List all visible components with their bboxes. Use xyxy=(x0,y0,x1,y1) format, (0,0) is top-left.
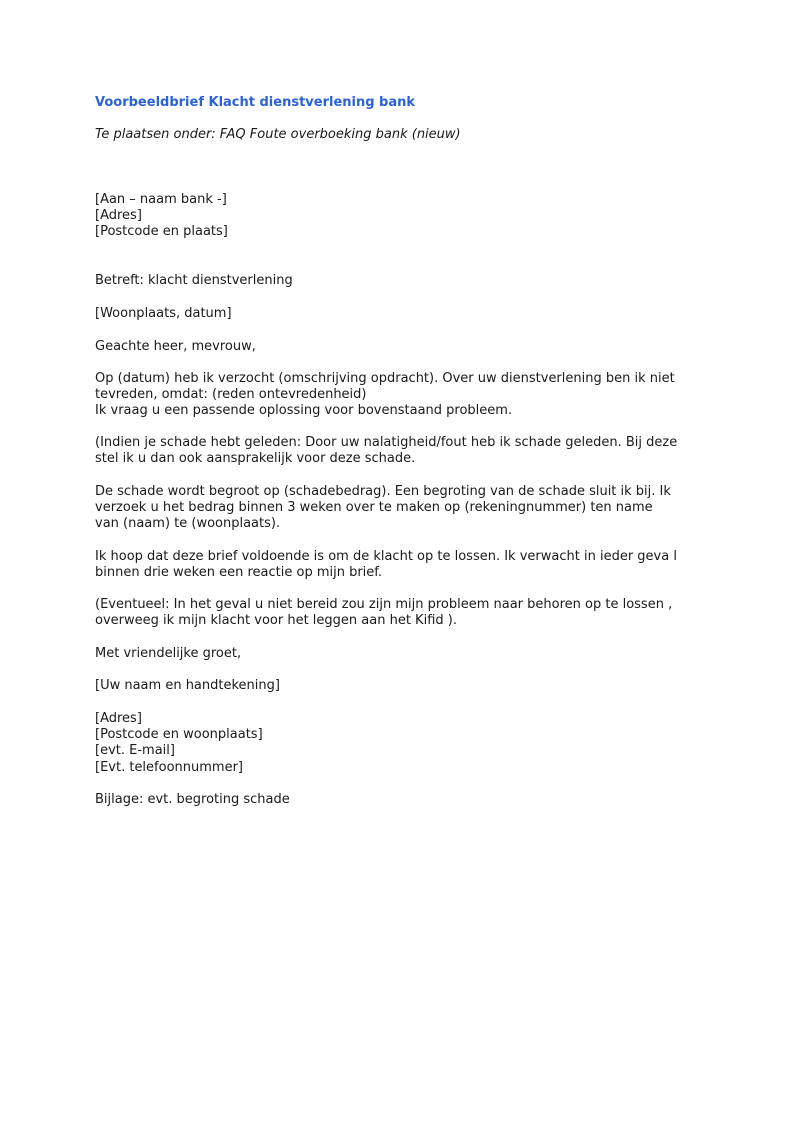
address-line: [Postcode en plaats] xyxy=(95,224,228,240)
paragraph-line: van (naam) te (woonplaats). xyxy=(95,516,281,532)
recipient-address xyxy=(95,192,705,241)
place-date xyxy=(95,306,705,322)
attachment-text: Bijlage: evt. begroting schade xyxy=(95,792,290,807)
sender-line: [Adres] xyxy=(95,711,142,726)
document-subtitle: Te plaatsen onder: FAQ Foute overboeking bank (nieuw) xyxy=(95,127,461,142)
paragraph-line: overweeg ik mijn klacht voor het leggen aan het Kifid ). xyxy=(95,613,457,629)
place-date-text: [Woonplaats, datum] xyxy=(95,306,232,321)
paragraph-line: (Eventueel: In het geval u niet bereid zou zijn mijn probleem naar behoren op te lossen , xyxy=(95,597,673,612)
paragraph-line: Op (datum) heb ik verzocht (omschrijving opdracht). Over uw dienstverlening ben ik niet xyxy=(95,371,675,386)
sender-line: [Evt. telefoonnummer] xyxy=(95,759,243,775)
subject-text: Betreft: klacht dienstverlening xyxy=(95,273,293,288)
paragraph-estimate xyxy=(95,484,705,533)
address-line: [Aan – naam bank -] xyxy=(95,192,227,207)
paragraph-line: stel ik u dan ook aansprakelijk voor deze schade. xyxy=(95,451,416,467)
document-title: Voorbeeldbrief Klacht dienstverlening bank xyxy=(95,95,416,110)
signature xyxy=(95,678,705,694)
paragraph-line: (Indien je schade hebt geleden: Door uw nalatigheid/fout heb ik schade geleden. Bij deze xyxy=(95,435,678,450)
paragraph-line: verzoek u het bedrag binnen 3 weken over te maken op (rekeningnummer) ten name xyxy=(95,500,653,516)
paragraph-line: Ik hoop dat deze brief voldoende is om de klacht op te lossen. Ik verwacht in ieder geva l xyxy=(95,549,677,564)
paragraph-line: binnen drie weken een reactie op mijn brief. xyxy=(95,565,383,581)
subject-line xyxy=(95,273,705,289)
paragraph-optional xyxy=(95,597,705,629)
paragraph-hope xyxy=(95,549,705,581)
address-line: [Adres] xyxy=(95,208,142,224)
paragraph-complaint xyxy=(95,371,705,420)
sender-line: [evt. E-mail] xyxy=(95,743,175,759)
paragraph-line: Ik vraag u een passende oplossing voor bovenstaand probleem. xyxy=(95,403,513,419)
closing xyxy=(95,646,705,662)
attachment-note xyxy=(95,792,705,808)
sender-line: [Postcode en woonplaats] xyxy=(95,727,263,743)
sender-details xyxy=(95,711,705,776)
paragraph-line: De schade wordt begroot op (schadebedrag). Een begroting van de schade sluit ik bij. Ik xyxy=(95,484,671,499)
salutation-text: Geachte heer, mevrouw, xyxy=(95,339,256,354)
salutation xyxy=(95,339,705,355)
signature-text: [Uw naam en handtekening] xyxy=(95,678,280,693)
closing-text: Met vriendelijke groet, xyxy=(95,646,242,661)
paragraph-line: tevreden, omdat: (reden ontevredenheid) xyxy=(95,387,367,403)
paragraph-damage xyxy=(95,435,705,467)
